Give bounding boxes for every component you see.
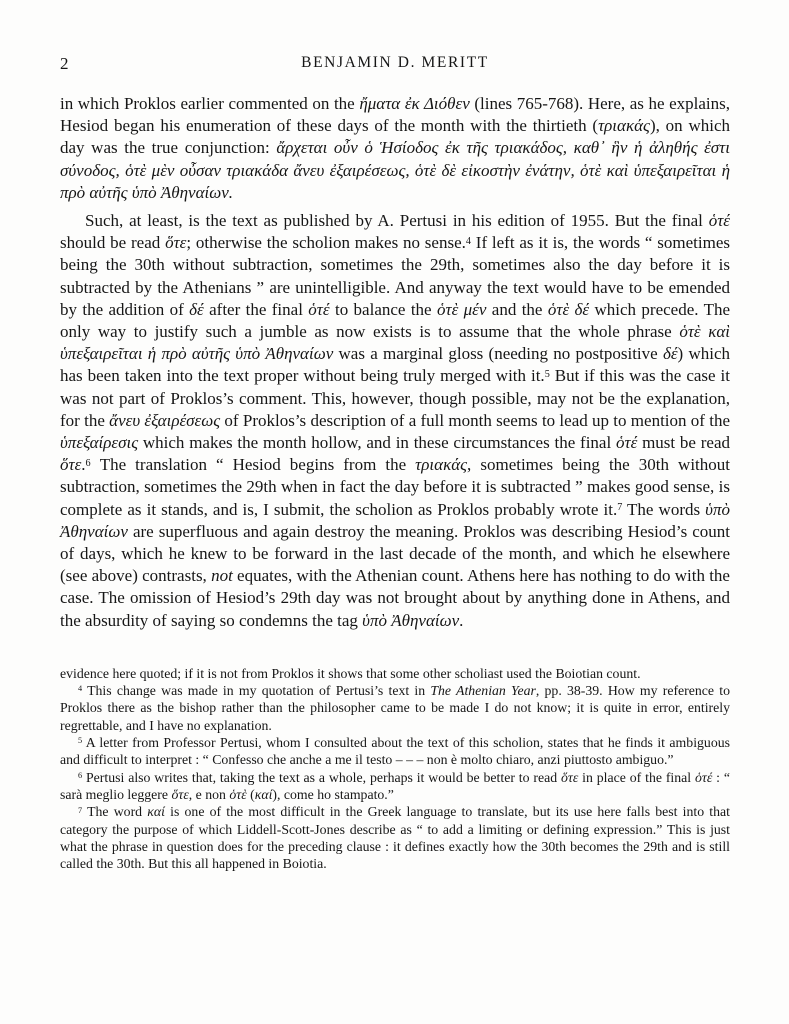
- footnote-6: $^6$ Pertusi also writes that, taking the text as a whole, perhaps it would be better to read ὅτε in place of the final ὁτέ : “ sarà meglio leggere ὅτε, e non ὁτὲ (καί), come ho stampato.”: [60, 769, 730, 802]
- footnote-5: $^5$ A letter from Professor Pertusi, whom I consulted about the text of this scholion, states that he finds it ambiguous and difficult to interpret : “ Confesso che anche a me il testo – – – non è molto chiaro, anzi piuttosto ambiguo.”: [60, 735, 730, 768]
- body-paragraph-1: in which Proklos earlier commented on the ἤματα ἐκ Διόθεν (lines 765-768). Here, as he explains, Hesiod began his enumeration of these days of the month with the thirtieth (τριακάς), on which day was the true conjunction: ἄρχεται οὖν ὁ Ἡσίοδος ἐκ τῆς τριακάδος, καθ᾽ ἣν ἡ ἀληθής ἐστι σύνοδος, ὁτὲ μὲν οὖσαν τριακάδα ἄνευ ἐξαιρέσεως, ὁτὲ δὲ εἰκοστὴν ἐνάτην, ὁτὲ καὶ ὑπεξαιρεῖται ἡ πρὸ αὐτῆς ὑπὸ Ἀθηναίων.: [60, 94, 731, 202]
- running-head: BENJAMIN D. MERITT: [301, 54, 489, 71]
- footnote-continuation: evidence here quoted; if it is not from Proklos it shows that some other scholiast used the Boiotian count.: [60, 665, 641, 681]
- footnote-7: $^7$ The word καί is one of the most difficult in the Greek language to translate, but its use here falls best into that category the purpose of which Liddell-Scott-Jones describe as “ to add a limiting or defining expression.” This is just what the phrase in question does for the preceding clause : it defines exactly how the 30th becomes the 29th and is still called the 30th. But this all happened in Boiotia.: [60, 804, 730, 872]
- footnotes-section: [60, 665, 730, 873]
- page-number: 2: [60, 54, 69, 73]
- body-paragraph-2: Such, at least, is the text as published by A. Pertusi in his edition of 1955. But the final ὁτέ should be read ὅτε; otherwise the scholion makes no sense.$^4$ If left as it is, the words “ sometimes being the 30th without subtraction, sometimes the 29th, sometimes also the day before it is subtracted by the Athenians ” are unintelligible. And anyway the text would have to be emended by the addition of δέ after the final ὁτέ to balance the ὁτὲ μέν and the ὁτὲ δέ which precede. The only way to justify such a jumble as now exists is to assume that the whole phrase ὁτὲ καὶ ὑπεξαιρεῖται ἡ πρὸ αὐτῆς ὑπὸ Ἀθηναίων was a marginal gloss (needing no postpositive δέ) which has been taken into the text proper without being truly merged with it.$^5$ But if this was the case it was not part of Proklos’s comment. This, however, though possible, may not be the explanation, for the ἄνευ ἐξαιρέσεως of Proklos’s description of a full month seems to lead up to mention of the ὑπεξαίρεσις which makes the month hollow, and in these circumstances the final ὁτέ must be read ὅτε.$^6$ The translation “ Hesiod begins from the τριακάς, sometimes being the 30th without subtraction, sometimes the 29th when in fact the day before it is subtracted ” makes good sense, is complete as it stands, and is, I submit, the scholion as Proklos probably wrote it.$^7$ The words ὑπὸ Ἀθηναίων are superfluous and again destroy the meaning. Proklos was describing Hesiod’s count of days, which he knew to be forward in the last decade of the month, and which he elsewhere (see above) contrasts, not equates, with the Athenian count. Athens here has nothing to do with the case. The omission of Hesiod’s 29th day was not brought about by anything done in Athens, and the absurdity of saying so condemns the tag ὑπὸ Ἀθηναίων.: [60, 211, 731, 630]
- page-header: [60, 54, 730, 76]
- article-body: [60, 93, 730, 632]
- footnote-4: $^4$ This change was made in my quotation of Pertusi’s text in The Athenian Year, pp. 38-39. How my reference to Proklos there as the bishop rather than the philosopher came to be made I do not know; it is quite in error, entirely regrettable, and I have no explanation.: [60, 683, 730, 733]
